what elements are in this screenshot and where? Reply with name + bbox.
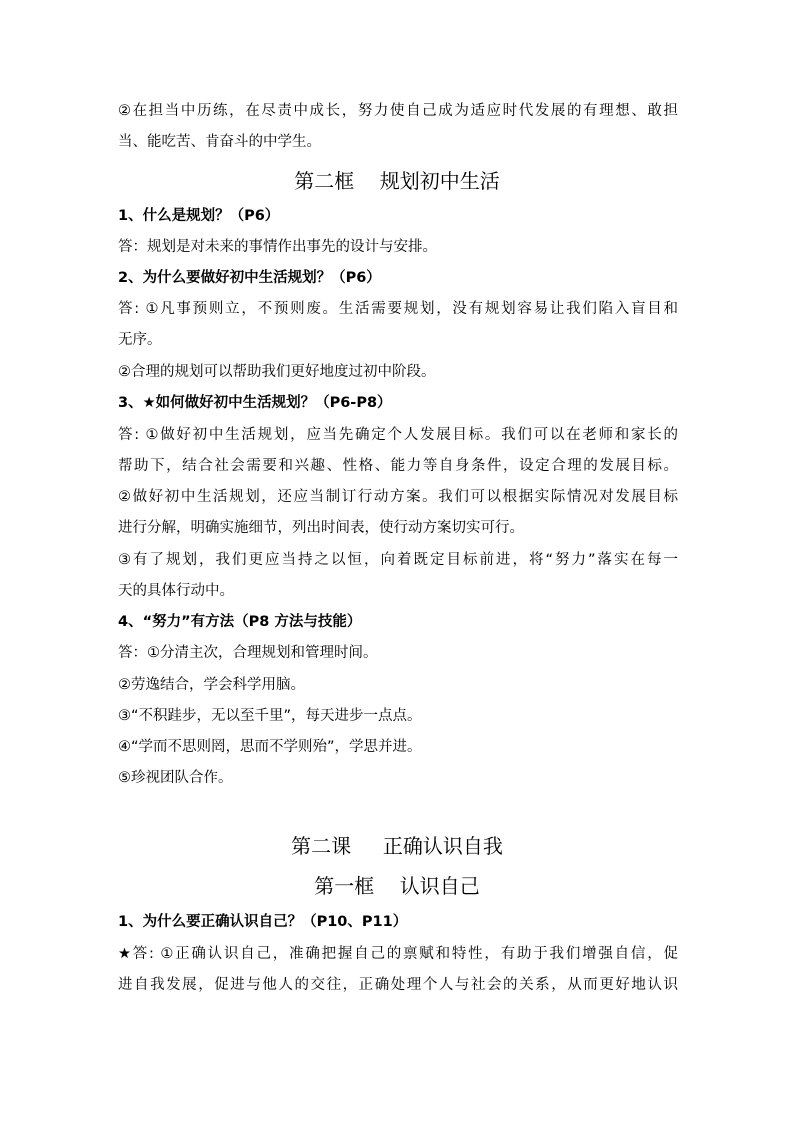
answer-3-line-1: 答: ①做好初中生活规划，应当先确定个人发展目标。我们可以在老师和家长的	[118, 427, 678, 443]
question-2: 2、为什么要做好初中生活规划？（P6）	[118, 270, 381, 286]
answer-4-line-4: ④“学而不思则罔，思而不学则殆”，学思并进。	[118, 739, 422, 755]
intro-line-2: 当、能吃苦、肯奋斗的中学生。	[118, 134, 321, 150]
answer-3-line-5: ③有了规划，我们更应当持之以恒，向着既定目标前进，将“努力”落实在每一	[118, 552, 678, 568]
answer-4-line-5: ⑤珍视团队合作。	[118, 770, 233, 786]
section-title-frame2: 第二框 规划初中生活	[294, 169, 500, 193]
answer-5-line-2: 进自我发展，促进与他人的交往，正确处理个人与社会的关系，从而更好地认识	[118, 977, 678, 993]
answer-3-line-2: 帮助下，结合社会需要和兴趣、性格、能力等自身条件，设定合理的发展目标。	[118, 458, 678, 474]
answer-3-line-6: 天的具体行动中。	[118, 583, 234, 599]
intro-line-1: ②在担当中历练，在尽责中成长，努力使自己成为适应时代发展的有理想、敢担	[118, 103, 678, 119]
answer-2-line-3: ②合理的规划可以帮助我们更好地度过初中阶段。	[118, 364, 436, 380]
question-5: 1、为什么要正确认识自己？（P10、P11）	[118, 914, 408, 930]
section-title-frame1: 第一框 认识自己	[314, 874, 480, 898]
answer-5-line-1: ★答: ①正确认识自己，准确把握自己的禀赋和特性，有助于我们增强自信，促	[118, 946, 678, 962]
answer-3-line-3: ②做好初中生活规划，还应当制订行动方案。我们可以根据实际情况对发展目标	[118, 489, 678, 505]
question-4: 4、“努力”有方法（P8 方法与技能）	[118, 614, 362, 630]
answer-4-line-1: 答：①分清主次，合理规划和管理时间。	[118, 645, 378, 661]
answer-4-line-2: ②劳逸结合，学会科学用脑。	[118, 677, 305, 693]
answer-1: 答：规划是对未来的事情作出事先的设计与安排。	[118, 239, 437, 255]
answer-3-line-4: 进行分解，明确实施细节，列出时间表，使行动方案切实可行。	[118, 520, 524, 536]
answer-2-line-2: 无序。	[118, 332, 162, 348]
answer-2-line-1: 答: ①凡事预则立，不预则废。生活需要规划，没有规划容易让我们陷入盲目和	[118, 301, 678, 317]
answer-4-line-3: ③“不积跬步，无以至千里”，每天进步一点点。	[118, 708, 422, 724]
question-1: 1、什么是规划？（P6）	[118, 208, 280, 224]
question-3: 3、★如何做好初中生活规划？（P6-P8）	[118, 395, 392, 411]
lesson-title: 第二课 正确认识自我	[291, 834, 503, 858]
